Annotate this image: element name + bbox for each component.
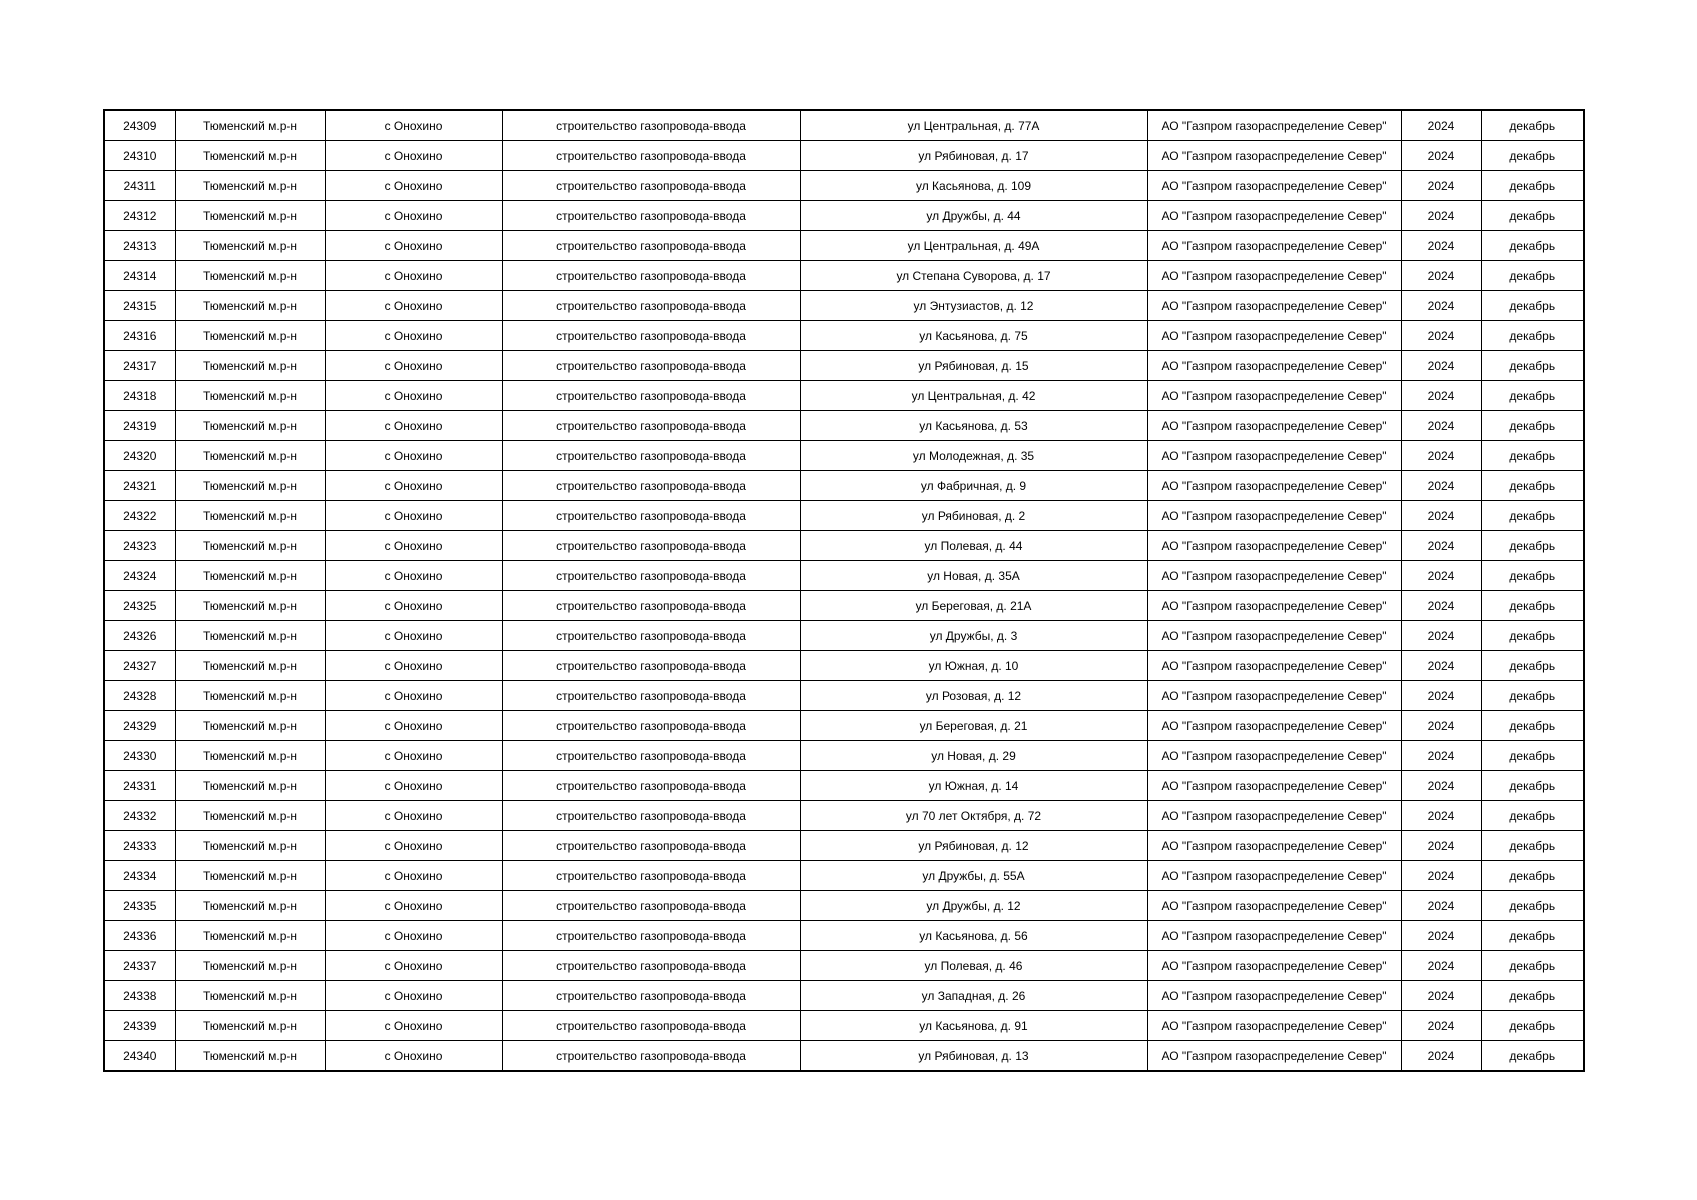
cell-district: Тюменский м.р-н: [175, 201, 325, 231]
cell-district: Тюменский м.р-н: [175, 741, 325, 771]
cell-month: декабрь: [1481, 531, 1584, 561]
cell-address: ул Дружбы, д. 44: [800, 201, 1147, 231]
cell-id: 24319: [104, 411, 175, 441]
cell-organization: АО "Газпром газораспределение Север": [1147, 171, 1401, 201]
cell-work-type: строительство газопровода-ввода: [502, 621, 800, 651]
cell-district: Тюменский м.р-н: [175, 171, 325, 201]
cell-settlement: с Онохино: [325, 771, 502, 801]
cell-address: ул Новая, д. 35А: [800, 561, 1147, 591]
cell-district: Тюменский м.р-н: [175, 110, 325, 141]
cell-settlement: с Онохино: [325, 591, 502, 621]
cell-organization: АО "Газпром газораспределение Север": [1147, 981, 1401, 1011]
cell-work-type: строительство газопровода-ввода: [502, 951, 800, 981]
cell-address: ул Рябиновая, д. 17: [800, 141, 1147, 171]
cell-year: 2024: [1401, 471, 1481, 501]
cell-year: 2024: [1401, 801, 1481, 831]
cell-work-type: строительство газопровода-ввода: [502, 231, 800, 261]
cell-settlement: с Онохино: [325, 681, 502, 711]
cell-address: ул Центральная, д. 49А: [800, 231, 1147, 261]
table-row: [104, 201, 1584, 231]
cell-id: 24316: [104, 321, 175, 351]
table-row: [104, 891, 1584, 921]
cell-year: 2024: [1401, 621, 1481, 651]
cell-work-type: строительство газопровода-ввода: [502, 921, 800, 951]
cell-id: 24312: [104, 201, 175, 231]
cell-organization: АО "Газпром газораспределение Север": [1147, 441, 1401, 471]
cell-work-type: строительство газопровода-ввода: [502, 351, 800, 381]
cell-organization: АО "Газпром газораспределение Север": [1147, 531, 1401, 561]
cell-organization: АО "Газпром газораспределение Север": [1147, 291, 1401, 321]
cell-address: ул Полевая, д. 44: [800, 531, 1147, 561]
cell-address: ул Центральная, д. 42: [800, 381, 1147, 411]
cell-district: Тюменский м.р-н: [175, 681, 325, 711]
cell-work-type: строительство газопровода-ввода: [502, 681, 800, 711]
cell-work-type: строительство газопровода-ввода: [502, 261, 800, 291]
cell-work-type: строительство газопровода-ввода: [502, 141, 800, 171]
cell-work-type: строительство газопровода-ввода: [502, 1011, 800, 1041]
cell-year: 2024: [1401, 741, 1481, 771]
cell-organization: АО "Газпром газораспределение Север": [1147, 201, 1401, 231]
cell-settlement: с Онохино: [325, 801, 502, 831]
cell-year: 2024: [1401, 141, 1481, 171]
cell-district: Тюменский м.р-н: [175, 951, 325, 981]
cell-month: декабрь: [1481, 981, 1584, 1011]
cell-address: ул Дружбы, д. 55А: [800, 861, 1147, 891]
cell-organization: АО "Газпром газораспределение Север": [1147, 741, 1401, 771]
table-row: [104, 591, 1584, 621]
cell-year: 2024: [1401, 321, 1481, 351]
cell-id: 24313: [104, 231, 175, 261]
cell-address: ул Касьянова, д. 109: [800, 171, 1147, 201]
cell-id: 24332: [104, 801, 175, 831]
cell-settlement: с Онохино: [325, 471, 502, 501]
cell-address: ул Дружбы, д. 3: [800, 621, 1147, 651]
cell-year: 2024: [1401, 591, 1481, 621]
cell-year: 2024: [1401, 501, 1481, 531]
cell-organization: АО "Газпром газораспределение Север": [1147, 801, 1401, 831]
cell-id: 24317: [104, 351, 175, 381]
table-row: [104, 831, 1584, 861]
cell-month: декабрь: [1481, 681, 1584, 711]
cell-id: 24327: [104, 651, 175, 681]
table-row: [104, 771, 1584, 801]
cell-id: 24311: [104, 171, 175, 201]
cell-organization: АО "Газпром газораспределение Север": [1147, 591, 1401, 621]
cell-id: 24314: [104, 261, 175, 291]
cell-month: декабрь: [1481, 711, 1584, 741]
cell-year: 2024: [1401, 291, 1481, 321]
cell-month: декабрь: [1481, 591, 1584, 621]
cell-month: декабрь: [1481, 321, 1584, 351]
cell-organization: АО "Газпром газораспределение Север": [1147, 921, 1401, 951]
cell-work-type: строительство газопровода-ввода: [502, 171, 800, 201]
cell-district: Тюменский м.р-н: [175, 861, 325, 891]
cell-id: 24325: [104, 591, 175, 621]
table-row: [104, 741, 1584, 771]
cell-month: декабрь: [1481, 381, 1584, 411]
cell-year: 2024: [1401, 441, 1481, 471]
cell-settlement: с Онохино: [325, 1011, 502, 1041]
cell-settlement: с Онохино: [325, 531, 502, 561]
cell-work-type: строительство газопровода-ввода: [502, 591, 800, 621]
table-row: [104, 861, 1584, 891]
cell-month: декабрь: [1481, 651, 1584, 681]
table-row: [104, 291, 1584, 321]
table-row: [104, 651, 1584, 681]
cell-month: декабрь: [1481, 411, 1584, 441]
cell-address: ул Фабричная, д. 9: [800, 471, 1147, 501]
cell-work-type: строительство газопровода-ввода: [502, 1041, 800, 1072]
cell-address: ул Касьянова, д. 91: [800, 1011, 1147, 1041]
cell-month: декабрь: [1481, 951, 1584, 981]
cell-organization: АО "Газпром газораспределение Север": [1147, 141, 1401, 171]
cell-settlement: с Онохино: [325, 171, 502, 201]
cell-month: декабрь: [1481, 1011, 1584, 1041]
cell-district: Тюменский м.р-н: [175, 831, 325, 861]
cell-year: 2024: [1401, 110, 1481, 141]
cell-settlement: с Онохино: [325, 1041, 502, 1072]
cell-id: 24323: [104, 531, 175, 561]
cell-organization: АО "Газпром газораспределение Север": [1147, 321, 1401, 351]
cell-address: ул Степана Суворова, д. 17: [800, 261, 1147, 291]
cell-id: 24310: [104, 141, 175, 171]
cell-work-type: строительство газопровода-ввода: [502, 561, 800, 591]
table-row: [104, 381, 1584, 411]
table-row: [104, 231, 1584, 261]
cell-settlement: с Онохино: [325, 501, 502, 531]
table-row: [104, 621, 1584, 651]
cell-settlement: с Онохино: [325, 291, 502, 321]
cell-month: декабрь: [1481, 231, 1584, 261]
cell-year: 2024: [1401, 711, 1481, 741]
cell-address: ул Новая, д. 29: [800, 741, 1147, 771]
table-row: [104, 1041, 1584, 1072]
cell-address: ул Рябиновая, д. 2: [800, 501, 1147, 531]
cell-address: ул Полевая, д. 46: [800, 951, 1147, 981]
cell-organization: АО "Газпром газораспределение Север": [1147, 771, 1401, 801]
cell-settlement: с Онохино: [325, 921, 502, 951]
cell-address: ул Береговая, д. 21А: [800, 591, 1147, 621]
cell-id: 24335: [104, 891, 175, 921]
cell-settlement: с Онохино: [325, 381, 502, 411]
cell-organization: АО "Газпром газораспределение Север": [1147, 1011, 1401, 1041]
cell-year: 2024: [1401, 561, 1481, 591]
cell-id: 24328: [104, 681, 175, 711]
cell-work-type: строительство газопровода-ввода: [502, 651, 800, 681]
cell-organization: АО "Газпром газораспределение Север": [1147, 110, 1401, 141]
cell-address: ул Центральная, д. 77А: [800, 110, 1147, 141]
cell-district: Тюменский м.р-н: [175, 141, 325, 171]
cell-year: 2024: [1401, 171, 1481, 201]
cell-month: декабрь: [1481, 921, 1584, 951]
cell-work-type: строительство газопровода-ввода: [502, 891, 800, 921]
table-row: [104, 471, 1584, 501]
cell-district: Тюменский м.р-н: [175, 651, 325, 681]
cell-year: 2024: [1401, 681, 1481, 711]
cell-settlement: с Онохино: [325, 201, 502, 231]
table-row: [104, 321, 1584, 351]
gas-pipeline-table: [103, 109, 1585, 1072]
table-row: [104, 351, 1584, 381]
cell-address: ул Береговая, д. 21: [800, 711, 1147, 741]
cell-organization: АО "Газпром газораспределение Север": [1147, 621, 1401, 651]
cell-month: декабрь: [1481, 351, 1584, 381]
cell-month: декабрь: [1481, 891, 1584, 921]
cell-year: 2024: [1401, 1011, 1481, 1041]
cell-organization: АО "Газпром газораспределение Север": [1147, 261, 1401, 291]
cell-month: декабрь: [1481, 771, 1584, 801]
cell-settlement: с Онохино: [325, 141, 502, 171]
table-row: [104, 171, 1584, 201]
cell-district: Тюменский м.р-н: [175, 711, 325, 741]
cell-year: 2024: [1401, 531, 1481, 561]
cell-address: ул Дружбы, д. 12: [800, 891, 1147, 921]
cell-settlement: с Онохино: [325, 231, 502, 261]
cell-month: декабрь: [1481, 621, 1584, 651]
cell-settlement: с Онохино: [325, 951, 502, 981]
cell-address: ул Рябиновая, д. 15: [800, 351, 1147, 381]
cell-work-type: строительство газопровода-ввода: [502, 831, 800, 861]
cell-organization: АО "Газпром газораспределение Север": [1147, 651, 1401, 681]
cell-district: Тюменский м.р-н: [175, 921, 325, 951]
cell-month: декабрь: [1481, 861, 1584, 891]
cell-settlement: с Онохино: [325, 651, 502, 681]
cell-id: 24326: [104, 621, 175, 651]
cell-district: Тюменский м.р-н: [175, 591, 325, 621]
cell-organization: АО "Газпром газораспределение Север": [1147, 1041, 1401, 1072]
cell-year: 2024: [1401, 1041, 1481, 1072]
cell-id: 24333: [104, 831, 175, 861]
cell-settlement: с Онохино: [325, 110, 502, 141]
cell-address: ул Энтузиастов, д. 12: [800, 291, 1147, 321]
table-row: [104, 531, 1584, 561]
cell-month: декабрь: [1481, 831, 1584, 861]
cell-id: 24336: [104, 921, 175, 951]
cell-address: ул Касьянова, д. 56: [800, 921, 1147, 951]
cell-organization: АО "Газпром газораспределение Север": [1147, 231, 1401, 261]
cell-work-type: строительство газопровода-ввода: [502, 771, 800, 801]
cell-settlement: с Онохино: [325, 261, 502, 291]
cell-district: Тюменский м.р-н: [175, 891, 325, 921]
cell-work-type: строительство газопровода-ввода: [502, 381, 800, 411]
cell-year: 2024: [1401, 981, 1481, 1011]
cell-id: 24315: [104, 291, 175, 321]
cell-year: 2024: [1401, 831, 1481, 861]
cell-settlement: с Онохино: [325, 891, 502, 921]
table-row: [104, 141, 1584, 171]
cell-district: Тюменский м.р-н: [175, 471, 325, 501]
cell-district: Тюменский м.р-н: [175, 501, 325, 531]
cell-month: декабрь: [1481, 201, 1584, 231]
cell-year: 2024: [1401, 891, 1481, 921]
cell-year: 2024: [1401, 231, 1481, 261]
table-row: [104, 261, 1584, 291]
table-row: [104, 411, 1584, 441]
cell-id: 24309: [104, 110, 175, 141]
cell-month: декабрь: [1481, 141, 1584, 171]
cell-work-type: строительство газопровода-ввода: [502, 471, 800, 501]
table-row: [104, 441, 1584, 471]
cell-id: 24322: [104, 501, 175, 531]
cell-id: 24318: [104, 381, 175, 411]
cell-month: декабрь: [1481, 291, 1584, 321]
cell-district: Тюменский м.р-н: [175, 261, 325, 291]
cell-month: декабрь: [1481, 471, 1584, 501]
cell-district: Тюменский м.р-н: [175, 621, 325, 651]
cell-organization: АО "Газпром газораспределение Север": [1147, 381, 1401, 411]
cell-organization: АО "Газпром газораспределение Север": [1147, 351, 1401, 381]
cell-district: Тюменский м.р-н: [175, 771, 325, 801]
cell-month: декабрь: [1481, 561, 1584, 591]
cell-year: 2024: [1401, 381, 1481, 411]
cell-year: 2024: [1401, 201, 1481, 231]
cell-organization: АО "Газпром газораспределение Север": [1147, 681, 1401, 711]
cell-work-type: строительство газопровода-ввода: [502, 110, 800, 141]
cell-address: ул Южная, д. 14: [800, 771, 1147, 801]
cell-work-type: строительство газопровода-ввода: [502, 411, 800, 441]
table-row: [104, 711, 1584, 741]
cell-id: 24340: [104, 1041, 175, 1072]
cell-district: Тюменский м.р-н: [175, 1041, 325, 1072]
cell-district: Тюменский м.р-н: [175, 411, 325, 441]
cell-settlement: с Онохино: [325, 981, 502, 1011]
cell-id: 24338: [104, 981, 175, 1011]
cell-settlement: с Онохино: [325, 441, 502, 471]
cell-id: 24337: [104, 951, 175, 981]
cell-address: ул Рябиновая, д. 13: [800, 1041, 1147, 1072]
cell-district: Тюменский м.р-н: [175, 1011, 325, 1041]
cell-settlement: с Онохино: [325, 831, 502, 861]
cell-work-type: строительство газопровода-ввода: [502, 201, 800, 231]
cell-work-type: строительство газопровода-ввода: [502, 321, 800, 351]
cell-work-type: строительство газопровода-ввода: [502, 441, 800, 471]
cell-address: ул Западная, д. 26: [800, 981, 1147, 1011]
cell-settlement: с Онохино: [325, 321, 502, 351]
cell-district: Тюменский м.р-н: [175, 561, 325, 591]
cell-month: декабрь: [1481, 501, 1584, 531]
cell-organization: АО "Газпром газораспределение Север": [1147, 861, 1401, 891]
cell-address: ул Касьянова, д. 53: [800, 411, 1147, 441]
cell-work-type: строительство газопровода-ввода: [502, 291, 800, 321]
cell-month: декабрь: [1481, 261, 1584, 291]
cell-id: 24329: [104, 711, 175, 741]
cell-address: ул Южная, д. 10: [800, 651, 1147, 681]
cell-year: 2024: [1401, 951, 1481, 981]
cell-year: 2024: [1401, 651, 1481, 681]
cell-organization: АО "Газпром газораспределение Север": [1147, 501, 1401, 531]
cell-settlement: с Онохино: [325, 351, 502, 381]
cell-address: ул Молодежная, д. 35: [800, 441, 1147, 471]
cell-work-type: строительство газопровода-ввода: [502, 741, 800, 771]
table-row: [104, 921, 1584, 951]
cell-district: Тюменский м.р-н: [175, 801, 325, 831]
cell-organization: АО "Газпром газораспределение Север": [1147, 471, 1401, 501]
cell-organization: АО "Газпром газораспределение Север": [1147, 831, 1401, 861]
cell-month: декабрь: [1481, 1041, 1584, 1072]
table-row: [104, 110, 1584, 141]
cell-year: 2024: [1401, 351, 1481, 381]
cell-settlement: с Онохино: [325, 561, 502, 591]
table-row: [104, 561, 1584, 591]
cell-year: 2024: [1401, 771, 1481, 801]
cell-district: Тюменский м.р-н: [175, 981, 325, 1011]
cell-organization: АО "Газпром газораспределение Север": [1147, 891, 1401, 921]
cell-district: Тюменский м.р-н: [175, 381, 325, 411]
cell-settlement: с Онохино: [325, 711, 502, 741]
cell-id: 24331: [104, 771, 175, 801]
cell-address: ул Рябиновая, д. 12: [800, 831, 1147, 861]
cell-settlement: с Онохино: [325, 411, 502, 441]
table-row: [104, 951, 1584, 981]
cell-address: ул Розовая, д. 12: [800, 681, 1147, 711]
cell-settlement: с Онохино: [325, 741, 502, 771]
cell-organization: АО "Газпром газораспределение Север": [1147, 411, 1401, 441]
table-row: [104, 801, 1584, 831]
cell-district: Тюменский м.р-н: [175, 441, 325, 471]
cell-year: 2024: [1401, 861, 1481, 891]
cell-address: ул 70 лет Октября, д. 72: [800, 801, 1147, 831]
cell-month: декабрь: [1481, 801, 1584, 831]
cell-id: 24330: [104, 741, 175, 771]
table-body: [104, 110, 1584, 1071]
cell-address: ул Касьянова, д. 75: [800, 321, 1147, 351]
table-row: [104, 981, 1584, 1011]
cell-work-type: строительство газопровода-ввода: [502, 711, 800, 741]
cell-id: 24339: [104, 1011, 175, 1041]
cell-month: декабрь: [1481, 110, 1584, 141]
cell-work-type: строительство газопровода-ввода: [502, 861, 800, 891]
cell-district: Тюменский м.р-н: [175, 291, 325, 321]
cell-month: декабрь: [1481, 441, 1584, 471]
cell-district: Тюменский м.р-н: [175, 531, 325, 561]
cell-year: 2024: [1401, 261, 1481, 291]
table-row: [104, 501, 1584, 531]
cell-month: декабрь: [1481, 171, 1584, 201]
cell-id: 24321: [104, 471, 175, 501]
cell-id: 24334: [104, 861, 175, 891]
cell-id: 24320: [104, 441, 175, 471]
cell-district: Тюменский м.р-н: [175, 321, 325, 351]
cell-district: Тюменский м.р-н: [175, 351, 325, 381]
cell-organization: АО "Газпром газораспределение Север": [1147, 561, 1401, 591]
cell-work-type: строительство газопровода-ввода: [502, 531, 800, 561]
table-row: [104, 681, 1584, 711]
cell-id: 24324: [104, 561, 175, 591]
cell-settlement: с Онохино: [325, 621, 502, 651]
cell-year: 2024: [1401, 921, 1481, 951]
cell-organization: АО "Газпром газораспределение Север": [1147, 711, 1401, 741]
table-row: [104, 1011, 1584, 1041]
cell-month: декабрь: [1481, 741, 1584, 771]
cell-work-type: строительство газопровода-ввода: [502, 981, 800, 1011]
cell-work-type: строительство газопровода-ввода: [502, 501, 800, 531]
cell-settlement: с Онохино: [325, 861, 502, 891]
cell-district: Тюменский м.р-н: [175, 231, 325, 261]
cell-year: 2024: [1401, 411, 1481, 441]
cell-work-type: строительство газопровода-ввода: [502, 801, 800, 831]
cell-organization: АО "Газпром газораспределение Север": [1147, 951, 1401, 981]
